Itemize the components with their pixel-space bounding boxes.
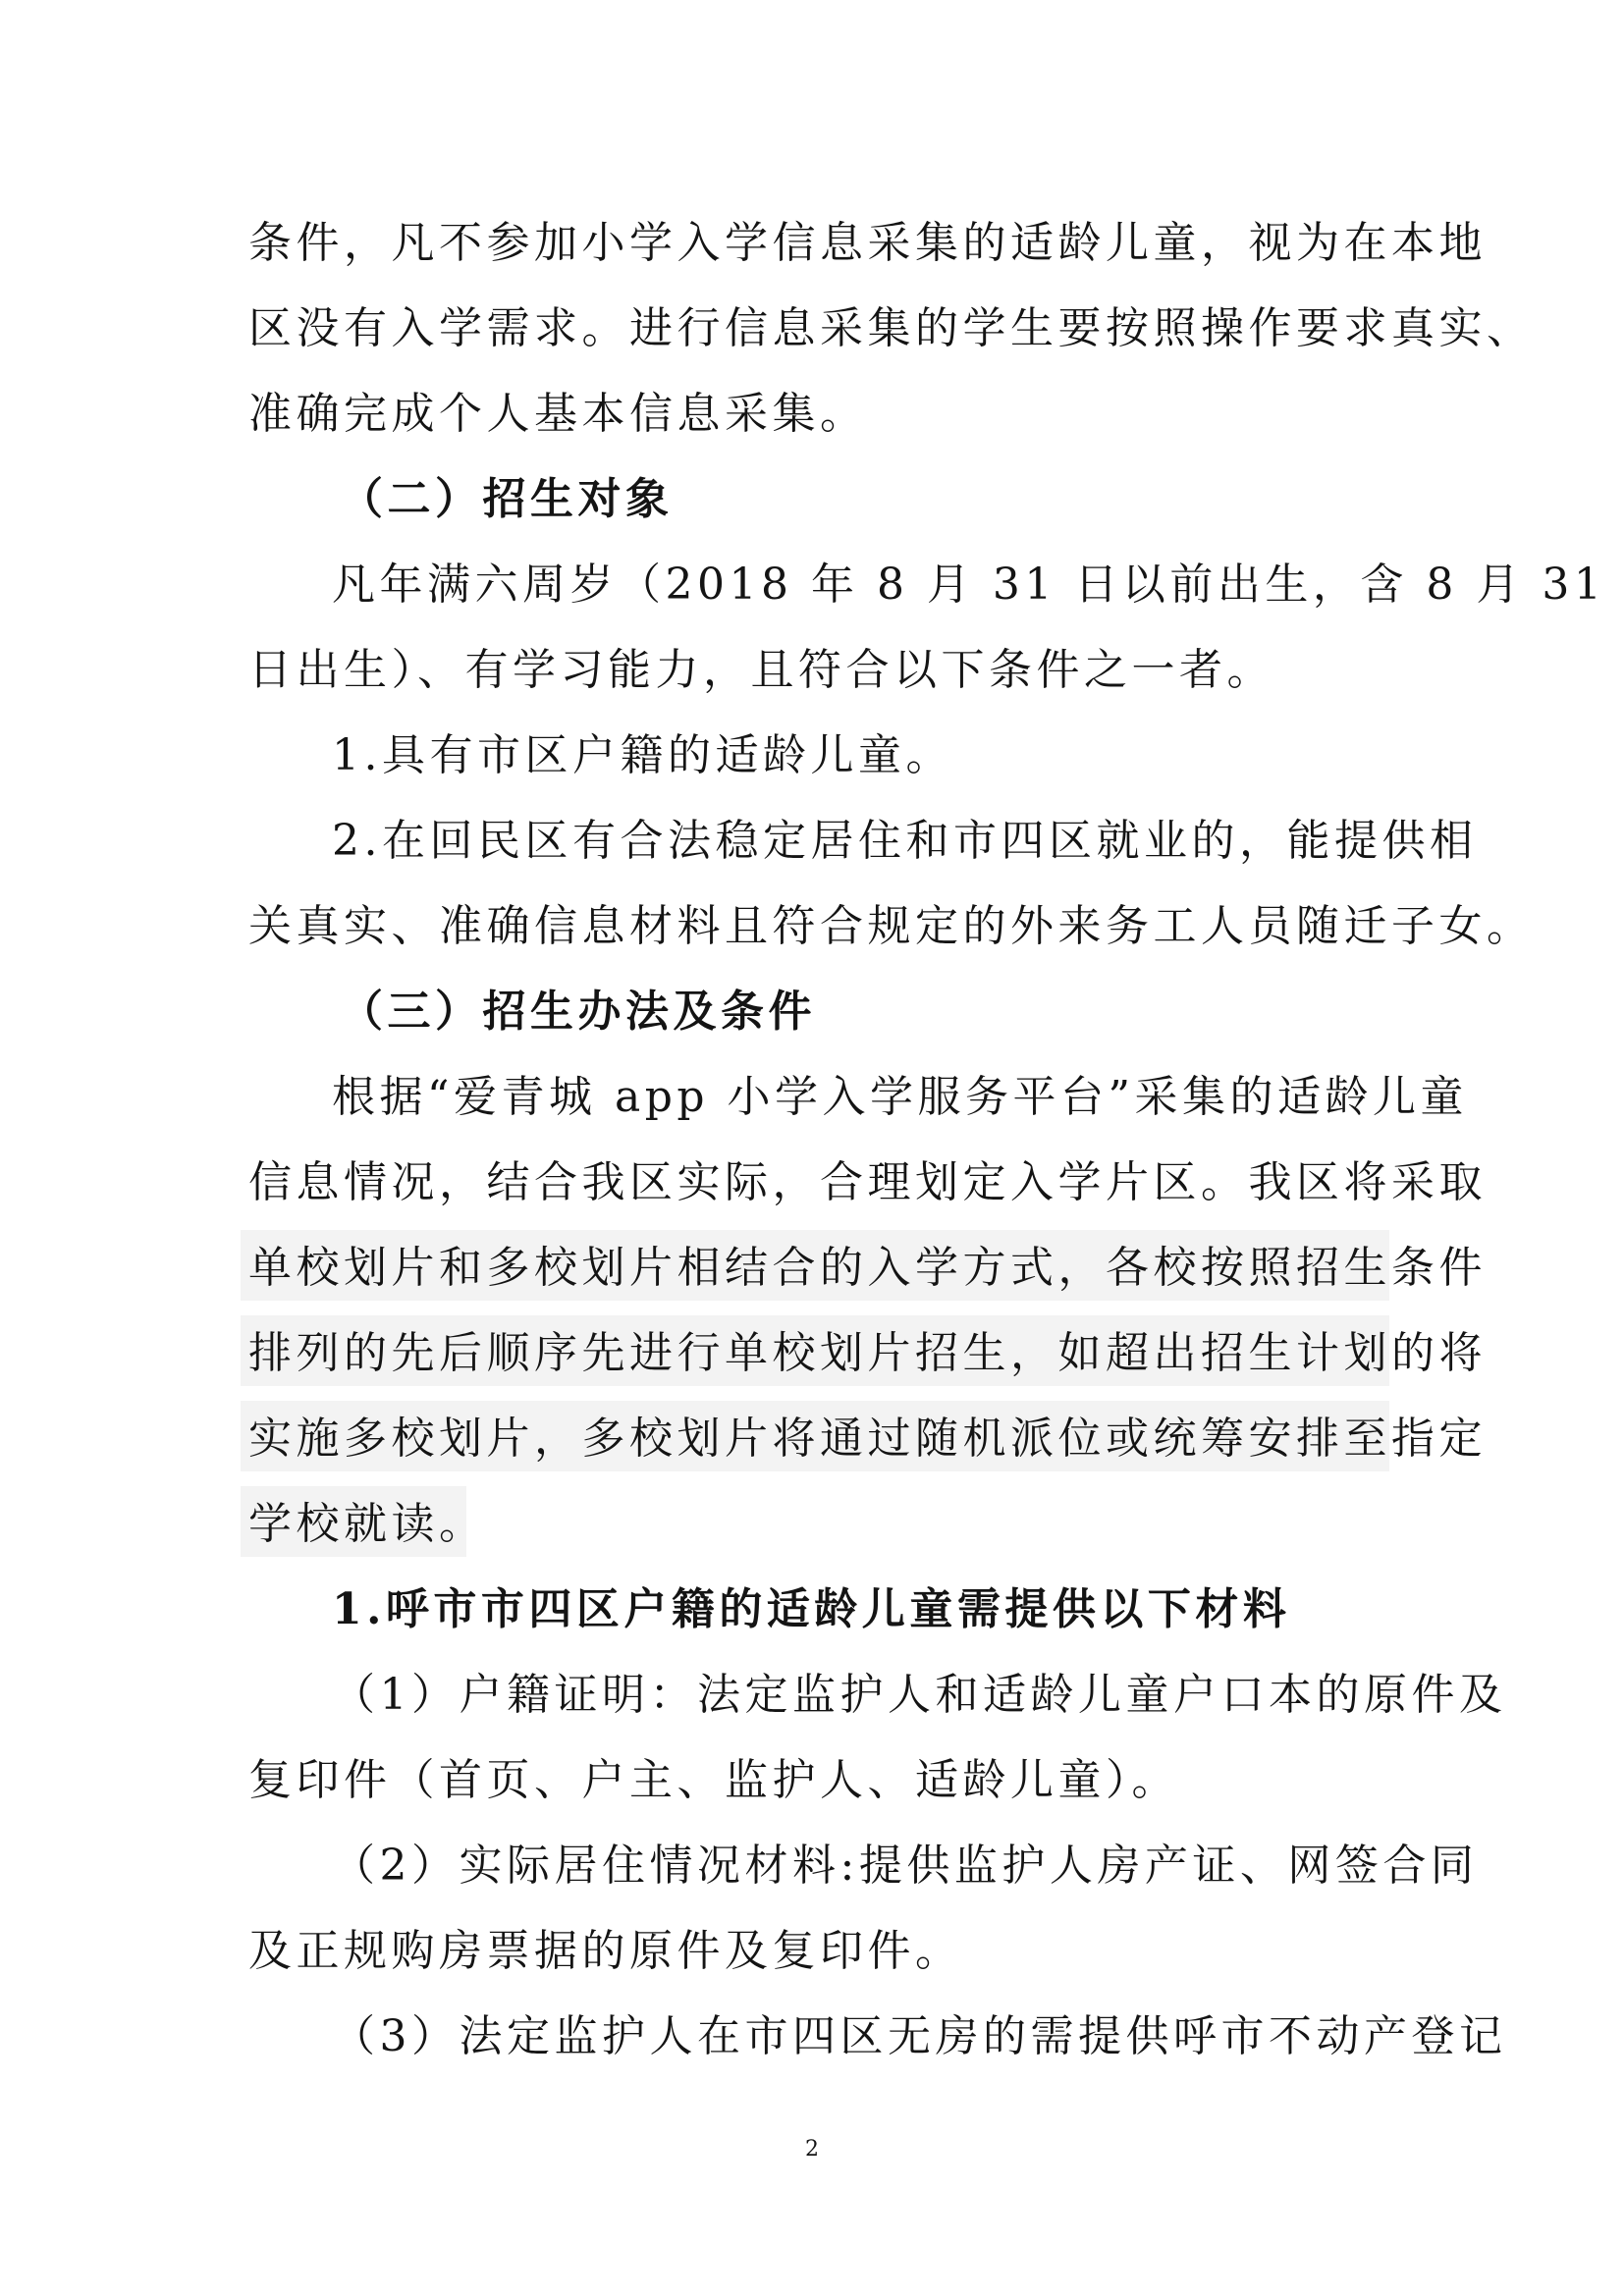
page-number: 2 (805, 2137, 819, 2162)
body-text-line: 复印件（首页、户主、监护人、适龄儿童）。 (248, 1755, 1179, 1805)
body-text-line: 关真实、准确信息材料且符合规定的外来务工人员随迁子女。 (248, 901, 1535, 951)
section-heading-3: （三）招生办法及条件 (340, 987, 816, 1037)
list-item: 2.在回民区有合法稳定居住和市四区就业的，能提供相 (332, 816, 1478, 866)
body-text-line: 信息情况，结合我区实际，合理划定入学片区。我区将采取 (248, 1157, 1487, 1207)
body-text-line: 及正规购房票据的原件及复印件。 (248, 1926, 963, 1976)
body-text-line: 条件，凡不参加小学入学信息采集的适龄儿童，视为在本地 (248, 218, 1487, 268)
body-text-line: 准确完成个人基本信息采集。 (248, 389, 868, 439)
list-item: （1）户籍证明：法定监护人和适龄儿童户口本的原件及 (332, 1670, 1507, 1720)
body-text-line: 日出生）、有学习能力，且符合以下条件之一者。 (248, 645, 1274, 695)
body-text-line: 学校就读。 (248, 1499, 487, 1549)
body-text-line: 凡年满六周岁（2018 年 8 月 31 日以前出生，含 8 月 31 (332, 560, 1606, 610)
section-heading-2: （二）招生对象 (340, 474, 674, 524)
list-item: 1.具有市区户籍的适龄儿童。 (332, 730, 953, 780)
body-text-line: 根据“爱青城 app 小学入学服务平台”采集的适龄儿童 (332, 1072, 1469, 1122)
body-text-line: 实施多校划片，多校划片将通过随机派位或统筹安排至指定 (248, 1414, 1487, 1464)
body-text-line: 单校划片和多校划片相结合的入学方式，各校按照招生条件 (248, 1243, 1487, 1293)
subsection-heading: 1.呼市市四区户籍的适龄儿童需提供以下材料 (332, 1584, 1291, 1634)
list-item: （3）法定监护人在市四区无房的需提供呼市不动产登记 (332, 2011, 1507, 2061)
list-item: （2）实际居住情况材料:提供监护人房产证、网签合同 (332, 1841, 1479, 1891)
body-text-line: 区没有入学需求。进行信息采集的学生要按照操作要求真实、 (248, 303, 1535, 353)
body-text-line: 排列的先后顺序先进行单校划片招生，如超出招生计划的将 (248, 1328, 1487, 1378)
